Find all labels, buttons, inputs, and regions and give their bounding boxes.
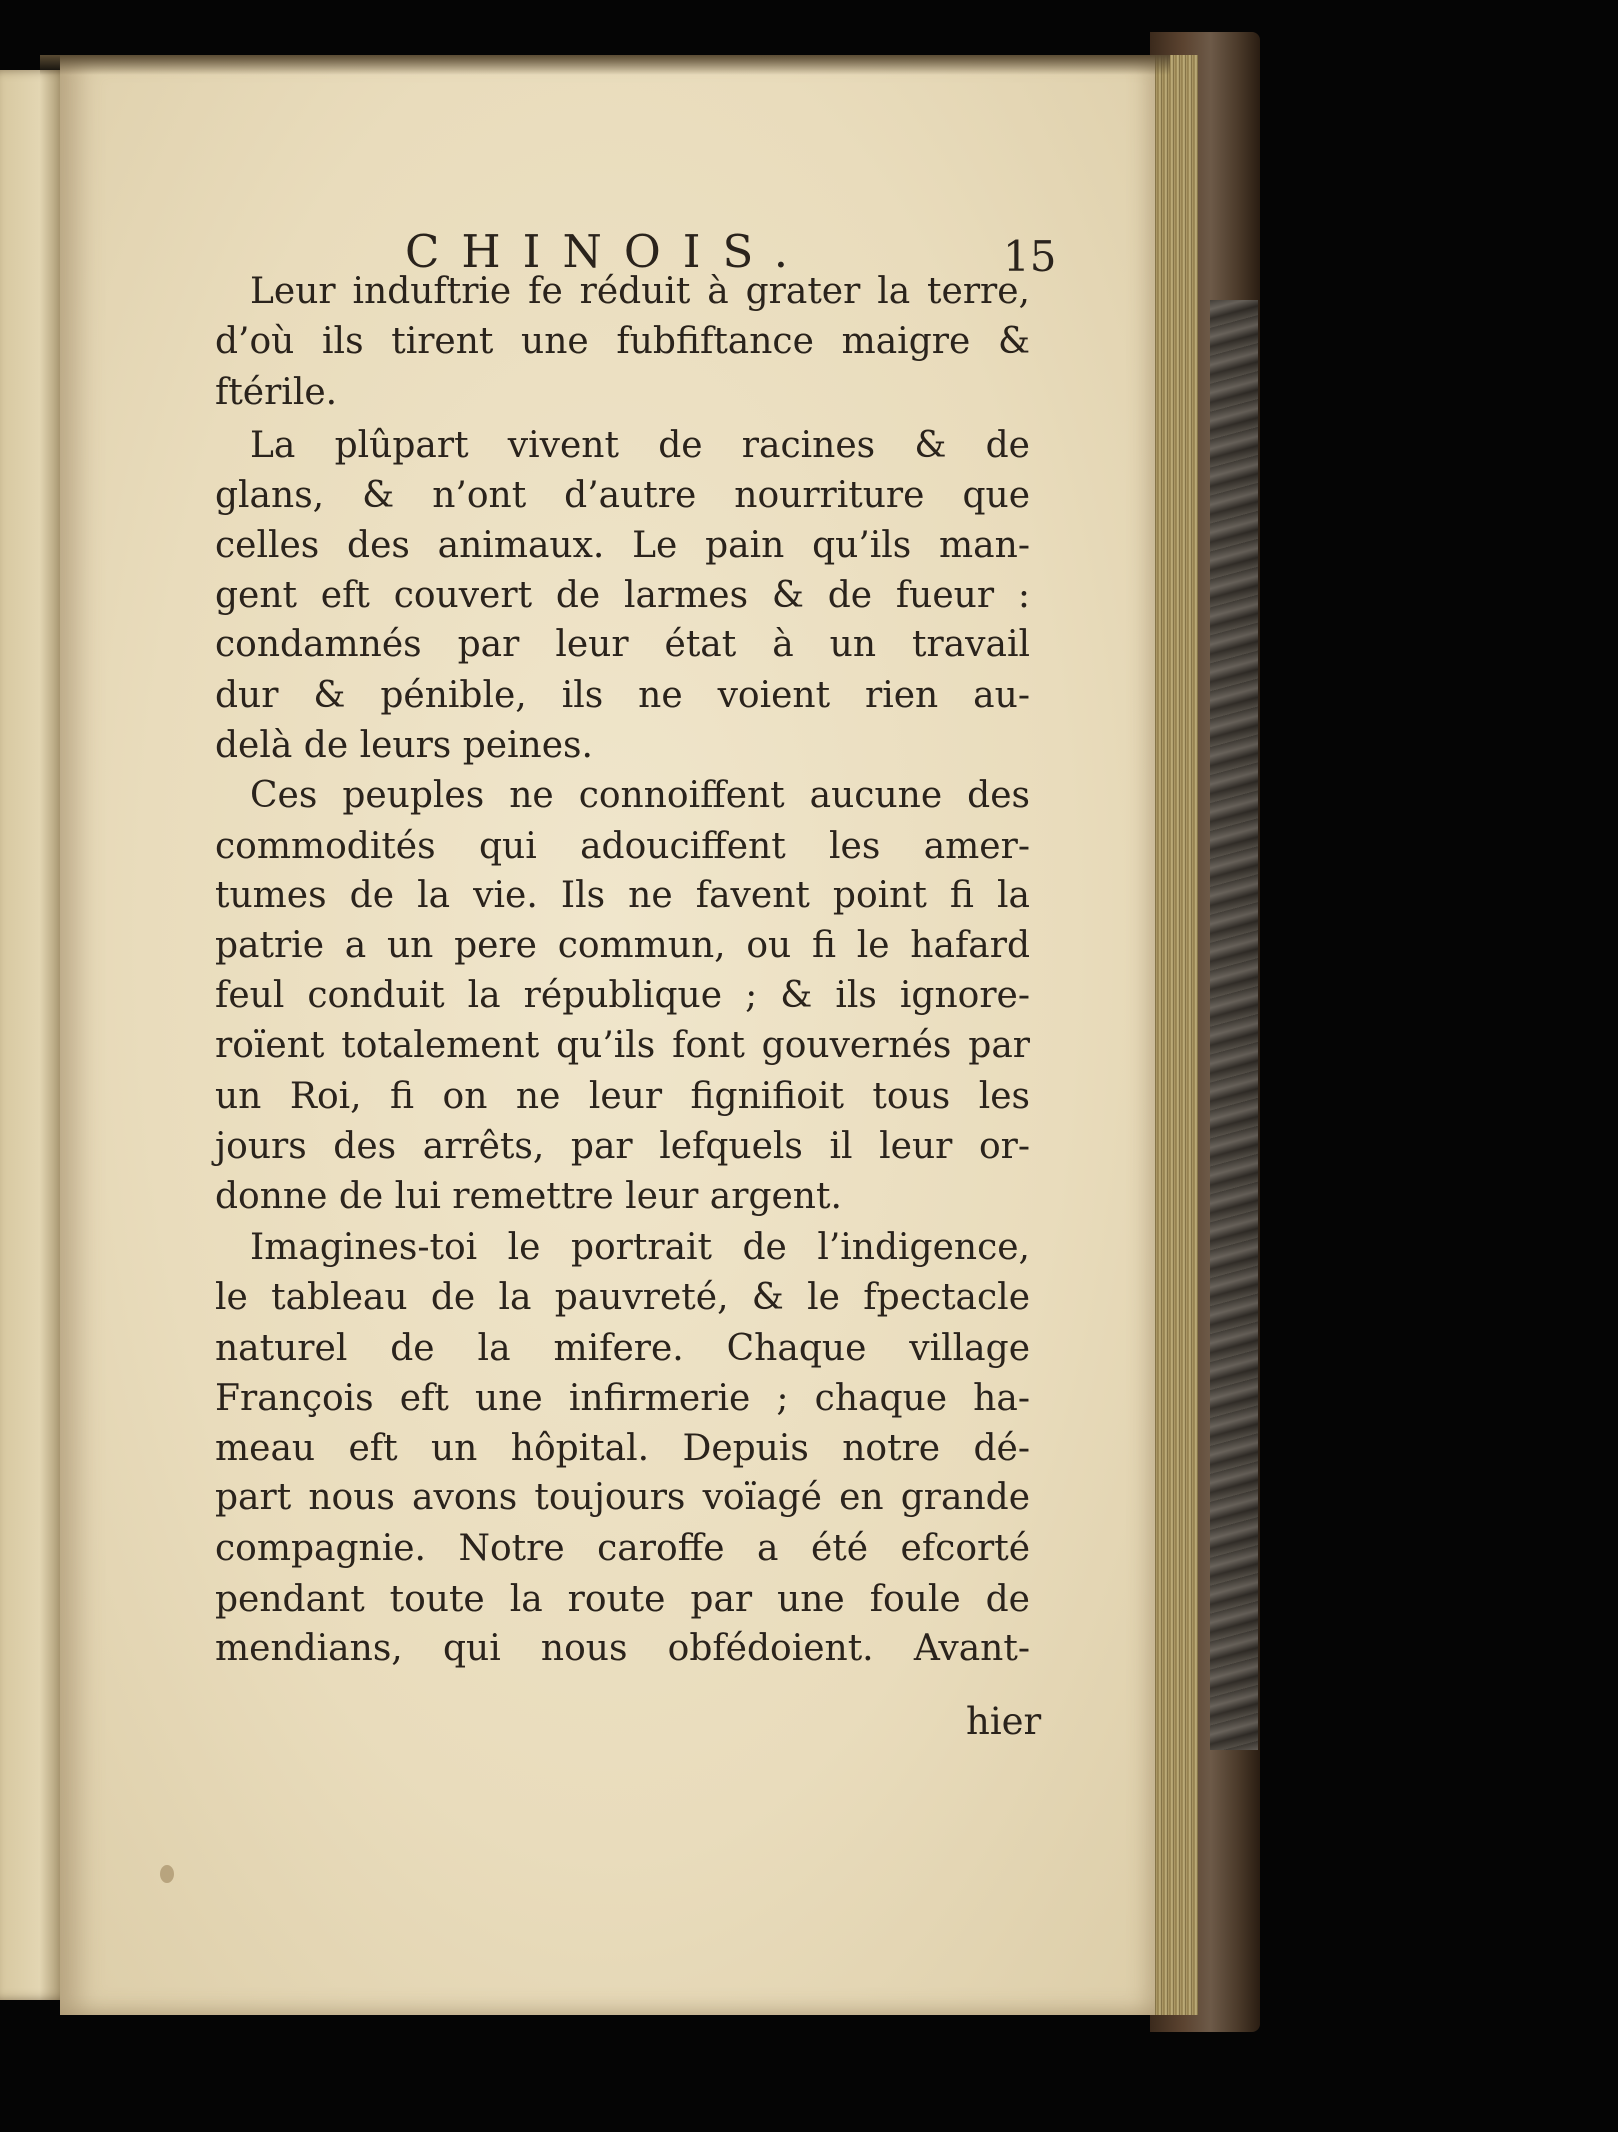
text-line: un Roi, fi on ne leur fignifioit tous les	[215, 1076, 1030, 1117]
text-line: Imagines-toi le portrait de l’indigence,	[250, 1227, 1030, 1268]
text-line: tumes de la vie. Ils ne favent point fi la	[215, 875, 1030, 916]
text-line: naturel de la mifere. Chaque village	[215, 1328, 1030, 1369]
text-line: commodités qui adouciffent les amer-	[215, 826, 1030, 867]
page-edges	[1150, 55, 1198, 2015]
text-line: patrie a un pere commun, ou fi le hafard	[215, 925, 1030, 966]
text-line: d’où ils tirent une fubfiftance maigre &	[215, 321, 1030, 362]
running-title: CHINOIS.	[405, 225, 811, 278]
catchword: hier	[966, 1700, 1042, 1743]
text-line: Leur induftrie fe réduit à grater la terre,	[250, 271, 1030, 312]
top-shadow	[40, 55, 1170, 75]
text-line: roïent totalement qu’ils font gouvernés par	[215, 1025, 1030, 1066]
text-line: La plûpart vivent de racines & de	[250, 425, 1030, 466]
text-line: François eft une infirmerie ; chaque ha-	[215, 1378, 1030, 1419]
text-line: feul conduit la république ; & ils ignore-	[215, 975, 1030, 1016]
text-line: dur & pénible, ils ne voient rien au-	[215, 675, 1030, 716]
page-number: 15	[1003, 232, 1057, 281]
text-line: jours des arrêts, par lefquels il leur or-	[215, 1126, 1030, 1167]
text-line: part nous avons toujours voïagé en grande	[215, 1477, 1030, 1518]
text-line: pendant toute la route par une foule de	[215, 1579, 1030, 1620]
text-line: meau eft un hôpital. Depuis notre dé-	[215, 1428, 1030, 1469]
text-line: glans, & n’ont d’autre nourriture que	[215, 475, 1030, 516]
text-line: le tableau de la pauvreté, & le fpectacle	[215, 1277, 1030, 1318]
text-line: Ces peuples ne connoiffent aucune des	[250, 775, 1030, 816]
text-line: condamnés par leur état à un travail	[215, 624, 1030, 665]
text-line: ftérile.	[215, 372, 338, 413]
marbled-board	[1210, 300, 1258, 1750]
text-line: donne de lui remettre leur argent.	[215, 1176, 842, 1217]
text-line: celles des animaux. Le pain qu’ils man-	[215, 525, 1030, 566]
text-line: delà de leurs peines.	[215, 725, 593, 766]
text-line: gent eft couvert de larmes & de fueur :	[215, 575, 1030, 616]
paper-spot	[160, 1865, 174, 1883]
text-line: mendians, qui nous obfédoient. Avant-	[215, 1628, 1030, 1669]
text-line: compagnie. Notre caroffe a été efcorté	[215, 1528, 1030, 1569]
